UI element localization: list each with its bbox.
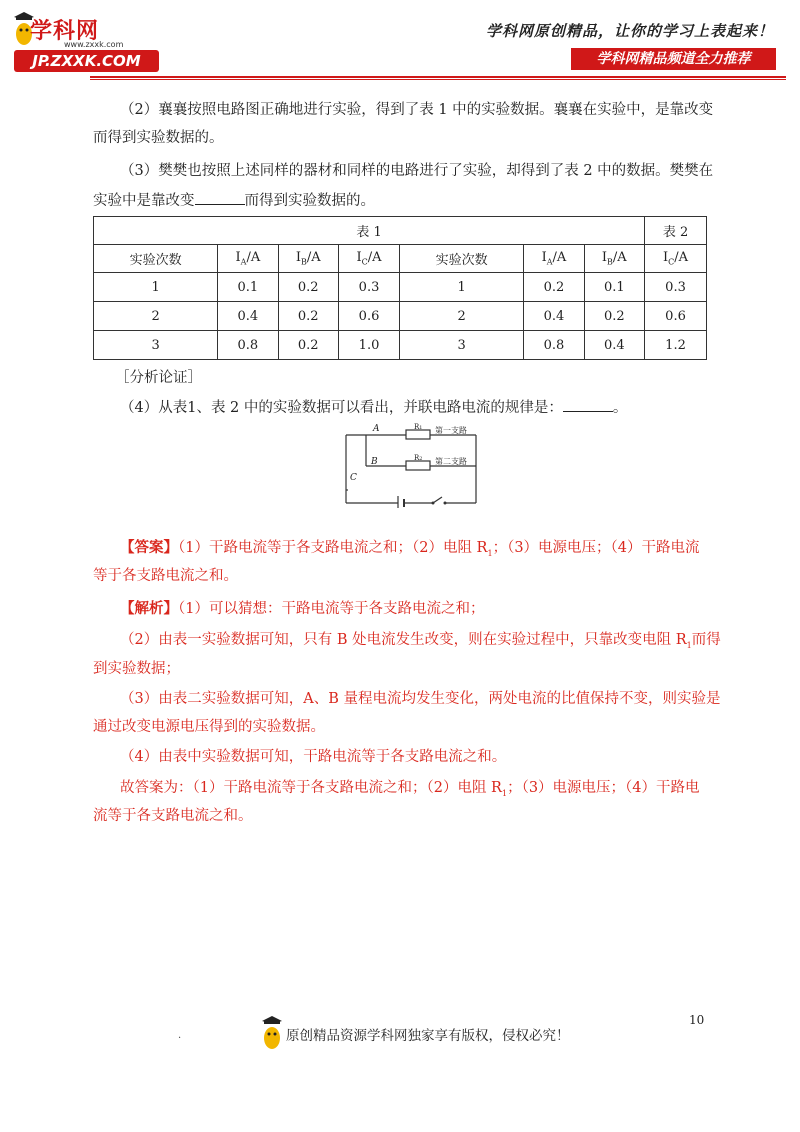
table-row	[94, 331, 707, 360]
table-cell: 0.8	[218, 331, 278, 360]
data-table	[93, 216, 707, 360]
table-cell: 0.8	[524, 331, 584, 360]
analysis-line8: 流等于各支路电流之和。	[93, 808, 253, 824]
circuit-label-c: C	[350, 473, 357, 483]
answer-line1: 【答案】（1）干路电流等于各支路电流之和；（2）电阻 $R_1$；（3）电源电压；（4）干路电流	[120, 539, 700, 558]
table-cell: 2	[400, 302, 524, 331]
table-cell: 0.4	[218, 302, 278, 331]
col-ib-1: $I_B/A$	[278, 245, 339, 273]
question-3-line1: （3）樊樊也按照上述同样的器材和同样的电路进行了实验，却得到了表 2 中的数据。樊樊在	[120, 163, 714, 179]
analysis-heading: ［分析论证］	[115, 370, 202, 386]
table-cell: 1.0	[339, 331, 400, 360]
analysis-line4: （3）由表二实验数据可知，A、B 量程电流均发生变化，两处电流的比值保持不变，则实验是	[120, 691, 721, 707]
table-cell: 0.2	[278, 302, 339, 331]
analysis-line1: 【解析】（1）可以猜想：干路电流等于各支路电流之和；	[120, 600, 485, 617]
col-trial-2: 实验次数	[400, 245, 524, 273]
question-2-line2: 而得到实验数据的。	[93, 130, 224, 146]
table-cell: 1	[94, 273, 218, 302]
table-cell: 1	[400, 273, 524, 302]
table-header-row	[94, 245, 707, 273]
col-ic-1: $I_C/A$	[339, 245, 400, 273]
circuit-label-b: B	[371, 457, 378, 467]
table-cell: 0.3	[339, 273, 400, 302]
header-divider	[90, 76, 786, 78]
question-3-text-a: 实验中是靠改变	[93, 193, 195, 209]
table-row	[94, 302, 707, 331]
logo-subtext: www.zxxk.com	[64, 40, 124, 49]
table-cell: 0.4	[584, 331, 645, 360]
question-4-end: 。	[612, 400, 628, 416]
resistor-r2-label: R2	[414, 454, 423, 462]
table-cell: 0.2	[584, 302, 645, 331]
analysis-line5: 通过改变电源电压得到的实验数据。	[93, 719, 325, 735]
mascot-icon	[262, 1016, 282, 1052]
analysis-tag: 【解析】	[120, 600, 178, 617]
resistor-r1-label: R1	[414, 423, 423, 431]
table-cell: 0.3	[645, 273, 707, 302]
analysis-line3: 到实验数据；	[93, 661, 180, 677]
header-divider-thin	[90, 79, 786, 80]
col-ic-2: $I_C/A$	[645, 245, 707, 273]
question-3-line2	[93, 189, 375, 211]
table-row	[94, 273, 707, 302]
branch-2-label: 第二支路	[435, 457, 467, 466]
table-cell: 0.4	[524, 302, 584, 331]
channel-banner: 学科网精品频道全力推荐	[571, 48, 776, 70]
analysis-line6: （4）由表中实验数据可知，干路电流等于各支路电流之和。	[120, 749, 507, 765]
table-cell: 0.1	[584, 273, 645, 302]
table-cell: 0.2	[278, 331, 339, 360]
logo-domain[interactable]: JP.ZXXK.COM	[14, 50, 159, 72]
table-cell: 3	[400, 331, 524, 360]
page-number: 10	[689, 1013, 705, 1027]
copyright-notice: 原创精品资源学科网独家享有版权，侵权必究！	[286, 1028, 570, 1044]
col-ia-1: $I_A/A$	[218, 245, 278, 273]
analysis-line2: （2）由表一实验数据可知，只有 B 处电流发生改变，则在实验过程中，只靠改变电阻 $R_1$而得	[120, 632, 721, 650]
col-trial-1: 实验次数	[94, 245, 218, 273]
answer-blank[interactable]	[195, 189, 245, 205]
logo-text: 学科网	[30, 19, 100, 44]
col-ib-2: $I_B/A$	[584, 245, 645, 273]
question-4	[120, 396, 627, 418]
answer-blank[interactable]	[563, 396, 613, 412]
table-cell: 0.6	[339, 302, 400, 331]
table-cell: 0.2	[278, 273, 339, 302]
answer-tag: 【答案】	[120, 539, 178, 556]
table-cell: 2	[94, 302, 218, 331]
footer-dot: .	[178, 1030, 182, 1041]
question-2-line1: （2）襄襄按照电路图正确地进行实验，得到了表 1 中的实验数据。襄襄在实验中，是靠改变	[120, 102, 714, 118]
analysis-line7: 故答案为：（1）干路电流等于各支路电流之和；（2）电阻 $R_1$；（3）电源电压；（4）干路电	[120, 780, 700, 798]
answer-line2: 等于各支路电流之和。	[93, 568, 238, 584]
question-3-text-b: 而得到实验数据的。	[244, 193, 375, 209]
circuit-label-a: A	[373, 424, 380, 434]
table-2-title: 表 2	[645, 217, 707, 245]
table-cell: 0.2	[524, 273, 584, 302]
circuit-diagram	[338, 420, 488, 508]
table-cell: 3	[94, 331, 218, 360]
table-1-title: 表 1	[94, 217, 645, 245]
branch-1-label: 第一支路	[435, 426, 467, 435]
slogan: 学科网原创精品，让你的学习上表起来！	[485, 22, 774, 40]
table-cell: 1.2	[645, 331, 707, 360]
col-ia-2: $I_A/A$	[524, 245, 584, 273]
table-cell: 0.1	[218, 273, 278, 302]
table-cell: 0.6	[645, 302, 707, 331]
table-title-row	[94, 217, 707, 245]
question-4-text: （4）从表1、表 2 中的实验数据可以看出，并联电路电流的规律是：	[120, 400, 563, 416]
